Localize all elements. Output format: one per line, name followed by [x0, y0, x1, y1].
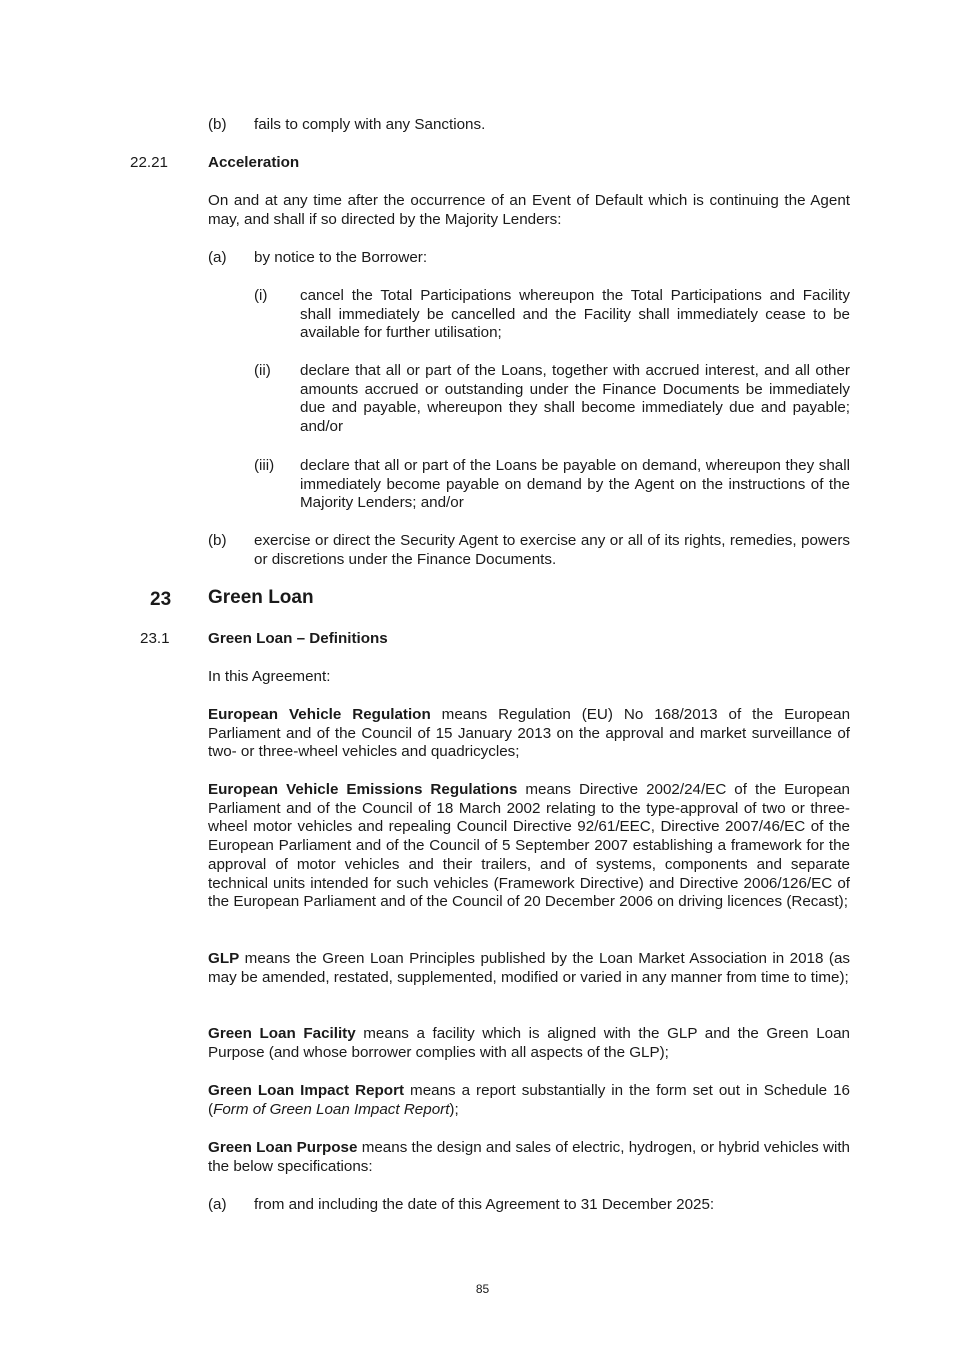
definition-text: means the Green Loan Principles published by the Loan Market Association in 2018 (as may be amended, restated, supplemented, modified or varied in any manner from time to time); — [208, 950, 850, 986]
defined-term: Green Loan Impact Report — [208, 1082, 405, 1099]
subclause-text: declare that all or part of the Loans, together with accrued interest, and all other amounts accrued or outstanding under the Finance Documents be immediately due and payable, whereupon they shall become immediately due and payable; and/or — [300, 362, 850, 436]
definition — [208, 950, 850, 987]
clause-text: exercise or direct the Security Agent to exercise any or all of its rights, remedies, powers or discretions under the Finance Documents. — [254, 532, 850, 568]
subclause-text: cancel the Total Participations whereupon the Total Participations and Facility shall immediately be cancelled and the Facility shall immediately cease to be available for further utilisation; — [300, 287, 850, 342]
clause-text: by notice to the Borrower: — [254, 249, 428, 266]
section-heading: Green Loan – Definitions — [208, 630, 388, 647]
paragraph: On and at any time after the occurrence of an Event of Default which is continuing the Agent may, and shall if so directed by the Majority Lenders: — [208, 192, 850, 228]
subclause-text: declare that all or part of the Loans be payable on demand, whereupon they shall immediately become payable on demand by the Agent on the instructions of the Majority Lenders; and/or — [300, 457, 850, 512]
definition-text: means the design and sales of electric, hydrogen, or hybrid vehicles with the below specifications: — [208, 1139, 850, 1175]
clause-text: fails to comply with any Sanctions. — [254, 116, 486, 133]
clause-marker: (b) — [208, 532, 227, 549]
definition-text: means Regulation (EU) No 168/2013 of the European Parliament and of the Council of 15 January 2013 on the approval and market surveillance of two- or three-wheel vehicles and quadricycles; — [208, 706, 851, 761]
definition — [208, 1139, 850, 1176]
definition — [208, 1082, 850, 1119]
defined-term: European Vehicle Regulation — [208, 706, 431, 723]
section-heading: Acceleration — [208, 154, 300, 171]
subclause-marker: (ii) — [254, 362, 271, 379]
subclause-marker: (iii) — [254, 457, 275, 474]
defined-term: GLP — [208, 950, 240, 967]
definition-text: means Directive 2002/24/EC of the European Parliament and of the Council of 18 March 2002 relating to the type-approval of two or three-wheel motor vehicles and repealing Council Directive 92/61/EEC, Directive 2007/46/EC of the European Parliament and of the Council of 5 September 2007 establishing a framework for the approval of motor vehicles and their trailers, and of systems, components and separate technical units intended for such vehicles (Framework Directive) and Directive 2006/126/EC of the European Parliament and of the Council of 20 December 2006 on driving licences (Recast); — [208, 781, 850, 911]
schedule-reference: Form of Green Loan Impact Report — [213, 1100, 450, 1118]
chapter-number: 23 — [150, 589, 172, 610]
defined-term: Green Loan Facility — [208, 1025, 356, 1042]
clause-text: from and including the date of this Agreement to 31 December 2025: — [254, 1196, 715, 1213]
chapter-heading: Green Loan — [208, 587, 314, 608]
page-number: 85 — [475, 1282, 490, 1296]
definition-text: means a report substantially in the form set out in Schedule 16 ( — [208, 1082, 850, 1118]
definition — [208, 1025, 850, 1062]
defined-term: Green Loan Purpose — [208, 1139, 358, 1156]
clause-marker: (b) — [208, 116, 227, 133]
defined-term: European Vehicle Emissions Regulations — [208, 781, 518, 798]
definition — [208, 781, 850, 912]
clause-marker: (a) — [208, 1196, 227, 1213]
definition-text: means a facility which is aligned with the GLP and the Green Loan Purpose (and whose borrower complies with all aspects of the GLP); — [208, 1025, 850, 1061]
paragraph: In this Agreement: — [208, 668, 331, 685]
definition — [208, 706, 850, 762]
section-number: 22.21 — [130, 154, 169, 171]
definition-text-end: ); — [449, 1100, 459, 1118]
subclause-marker: (i) — [254, 287, 268, 304]
section-number: 23.1 — [140, 630, 170, 647]
clause-marker: (a) — [208, 249, 227, 266]
